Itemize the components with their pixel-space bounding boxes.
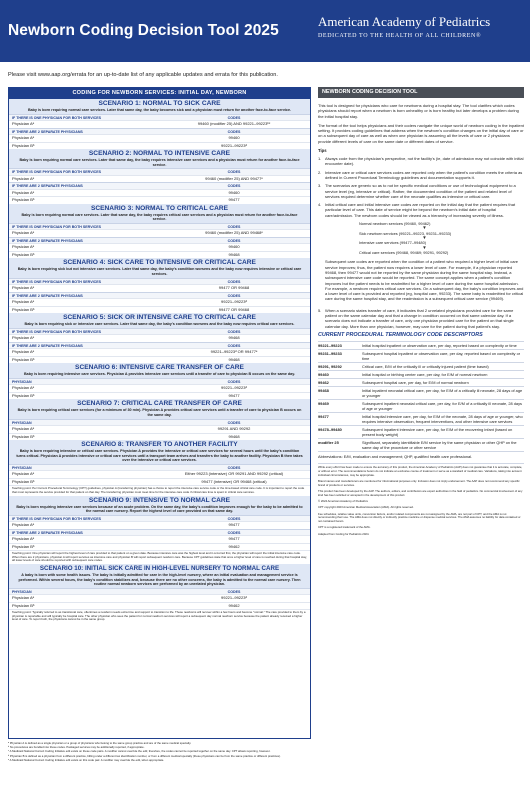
row-codes: 99460	[228, 244, 240, 250]
subheader-one-physician	[9, 515, 310, 522]
arrow-down-icon: ▼	[422, 225, 427, 231]
scenario-10	[9, 564, 310, 588]
legal-paragraph: Adapted from Coding for Pediatrics 2024.	[318, 531, 370, 536]
scenario-7	[9, 399, 310, 418]
footnote: ᶜ A Medicaid National Correct Coding Initiative edit exists on these code pairs. A modifier cannot override the edit; therefore, the codes cannot be reported together on the same day. CPT allows reporting, however.	[8, 749, 271, 754]
row-label: Physician Aᵃ	[12, 135, 35, 141]
hierarchy-level: Sick newborn services (99221–99223, 99231–99233)	[359, 230, 452, 236]
scenario-title: SCENARIO 4: SICK CARE TO INTENSIVE OR CRITICAL CARE	[63, 259, 256, 267]
row-label: Physician Bᵇ	[12, 142, 35, 148]
subheader-physician	[9, 419, 310, 426]
table-row	[9, 356, 310, 364]
row-label: Physician Bᵇ	[12, 602, 35, 608]
codes-header: CODES	[227, 420, 241, 425]
tip-number: 2.	[318, 169, 322, 175]
row-label: Physician Aᵃ	[12, 230, 35, 236]
cpt-desc: Subsequent inpatient neonatal critical care, per day, for E/M of a critically ill neonate, 28 days of age or younger	[362, 400, 522, 411]
row-codes: 99460 (modifier 25) AND 99468ᵉ	[205, 230, 263, 236]
row-label: Physician Aᵃ	[12, 299, 35, 305]
row-codes: 99221–99223ᵈ	[221, 142, 247, 148]
legal-paragraph: CPT copyright 2023 American Medical Association (AMA). All rights reserved.	[318, 505, 414, 510]
subheader-label: IF THERE IS ONE PHYSICIAN FOR BOTH SERVICES	[12, 516, 101, 521]
subheader-label: IF THERE ARE 2 SEPARATE PHYSICIANS	[12, 129, 83, 134]
subheader-physician	[9, 464, 310, 471]
cpt-code: 99221–99223	[318, 342, 342, 348]
org-name: American Academy of Pediatrics	[318, 14, 491, 29]
cpt-desc: Subsequent hospital inpatient or observation care, per day, reported based on complexity or time	[362, 350, 521, 361]
subheader-physician	[9, 378, 310, 385]
row-label: Physician Aᵃ	[12, 522, 35, 528]
teaching-point: Teaching point: Per Current Procedural Terminology (CPT) guidelines, physician A (transferring physician) has a choice to report the intensive care service code or the time-based critical care code. It is important to report the code that most represents the service provided for that patient on that day. The transferring physician must meet time for the intensive care code if critical care time is spent in critical care services.	[9, 485, 310, 495]
subheader-label: PHYSICIAN	[12, 379, 32, 384]
cpt-row	[318, 412, 524, 425]
subheader-one-physician	[9, 114, 310, 121]
row-label: Physician Bᵇ	[12, 306, 35, 312]
cpt-code: 99462	[318, 379, 329, 385]
legal-paragraph: CPT is a registered trademark of the AMA.	[318, 525, 371, 530]
hierarchy-level: Intensive care services (99477–99480)	[359, 240, 427, 246]
subheader-two-physicians	[9, 182, 310, 189]
codes-header: CODES	[227, 343, 241, 348]
scenario-description: Baby is born requiring normal care services. Later that same day, the baby becomes sick and a physician must return for another face-to-face service.	[27, 108, 292, 112]
cpt-desc: Subsequent inpatient intensive care, per day, for E/M of the recovering infant (based on present body weight)	[362, 426, 513, 437]
scenario-6	[9, 363, 310, 378]
footnote: ᵈ Physician B is defined as a physician from a different practice, billing under a different tax identification number, or from a different medical specialty (these physicians can be from the same practice or different practices).	[8, 753, 281, 758]
tip-number: 3.	[318, 183, 322, 189]
cpt-row	[318, 425, 524, 438]
codes-header: CODES	[227, 224, 241, 229]
errata-note: Please visit www.aap.org/errata for an up-to-date list of any applicable updates and errata for this publication.	[8, 72, 278, 78]
codes-header: CODES	[227, 170, 241, 175]
table-row	[9, 196, 310, 204]
cpt-row	[318, 438, 524, 451]
subheader-two-physicians	[9, 529, 310, 536]
footnote: ᵇ No procedures are bundled into these codes. Packaged services may be additionally reported, if appropriate.	[8, 745, 145, 750]
intro-paragraph: This tool is designed for physicians who care for newborns during a hospital stay. The tool clarifies which codes physicians should report when a newborn is born unhealthy or is born healthy but later develops a problem during the initial hospital stay.	[318, 103, 519, 119]
table-row	[9, 543, 310, 551]
table-row	[9, 175, 310, 183]
row-label: Physician Bᵇ	[12, 197, 35, 203]
scenario-description: Baby is born requiring normal care services. Later that same day, the baby requires critical care services and a physician must return for another face-to-face service.	[21, 212, 298, 222]
row-label: Physician Bᵇ	[12, 433, 35, 439]
subheader-physician	[9, 588, 310, 595]
row-label: Physician Aᵃ	[12, 189, 35, 195]
row-label: Physician Aᵃ	[12, 285, 35, 291]
cpt-desc: Critical care, E/M of the critically ill or critically injured patient (time based)	[362, 363, 489, 369]
row-label: Physician Aᵃ	[12, 121, 35, 127]
scenario-description: Baby is born requiring intensive or critical care services. Physician A provides the intensive or critical care services for several hours until the baby's condition turns critical. Physician A provides intensive or critical care services until a transport team arrives and transfers the baby to another facility. Physician B then takes over the intensive or critical care services.	[16, 449, 303, 463]
cpt-code: 99231–99233	[318, 350, 342, 356]
codes-header: CODES	[227, 184, 241, 189]
cpt-desc: Subsequent hospital care, per day, for E/M of normal newborn	[362, 379, 469, 385]
tip-item	[318, 202, 524, 305]
cpt-code: 99460	[318, 371, 329, 377]
row-codes: 99477	[228, 392, 240, 398]
cpt-code: 99468	[318, 387, 329, 393]
table-row	[9, 243, 310, 251]
table-row	[9, 142, 310, 150]
row-label: Physician Aᵃ	[12, 536, 35, 542]
codes-header: CODES	[227, 279, 241, 284]
codes-header: CODES	[227, 293, 241, 298]
table-row	[9, 306, 310, 314]
subheader-one-physician	[9, 278, 310, 285]
row-codes: 99477	[228, 522, 240, 528]
subheader-two-physicians	[9, 128, 310, 135]
subheader-label: IF THERE IS ONE PHYSICIAN FOR BOTH SERVICES	[12, 115, 101, 120]
legal-paragraph: While every effort has been made to ensure the accuracy of this product, the American Academy of Pediatrics (AAP) does not guarantee that it is accurate, complete, or without error. The recommendations herein do not indicate an exclusive course of treatment or serve as a standard of medical care. Variations, taking into account individual circumstances, may be appropriate.	[318, 464, 523, 477]
hierarchy-level: Critical care services (99468, 99469; 99291, 99292)	[359, 250, 449, 256]
row-codes: 99462	[228, 602, 240, 608]
tip-text: The scenarios are generic so as to not be specific medical conditions or use of technological equipment to a service level (eg, intensive or critical). Rather, the documented condition of the patient and related level of services required determine whether care of the neonate qualifies as intensive or critical care.	[325, 183, 516, 199]
cpt-desc: Initial hospital or birthing center care, per day, for E/M of normal newborn	[362, 371, 488, 377]
subheader-two-physicians	[9, 342, 310, 349]
table-row	[9, 120, 310, 128]
subheader-one-physician	[9, 328, 310, 335]
table-row	[9, 433, 310, 441]
teaching-point: Teaching point: Typically referred to as transitional care, oftentimes a newborn needs extra time and support to transition to life. These newborns will recover within a few hours and become "normal." The care provided to them by a physician is reportable and will typically be hospital care. The other physician who sees the patient for normal newborn services will report a subsequent day normal newborn service because the patient already received a higher level of care. To report both, the physicians cannot be in the same group.	[9, 609, 310, 623]
subheader-label: PHYSICIAN	[12, 465, 32, 470]
codes-header: CODES	[227, 465, 241, 470]
intro-paragraph: The format of the tool helps physicians and their coders navigate the unique world of newborn coding in the inpatient setting. It provides coding guidelines that address when the newborn's condition changes on the initial day of care or on a subsequent day of care as well as when one physician is assuming all the levels of care or 2 physicians provide different levels of care on the same date or different dates of service.	[318, 122, 524, 144]
codes-header: CODES	[227, 238, 241, 243]
row-label: Physician Bᵇ	[12, 356, 35, 362]
scenario-title: SCENARIO 7: CRITICAL CARE TRANSFER OF CARE	[77, 400, 242, 408]
coding-table	[8, 87, 311, 739]
scenario-5	[9, 313, 310, 328]
scenario-4	[9, 258, 310, 277]
row-label: Physician Aᵃ	[12, 349, 35, 355]
cpt-row	[318, 349, 524, 362]
codes-header: CODES	[227, 329, 241, 334]
page-title: Newborn Coding Decision Tool 2025	[8, 22, 279, 39]
table-row	[9, 189, 310, 197]
subheader-label: IF THERE ARE 2 SEPARATE PHYSICIANS	[12, 184, 83, 189]
table-row	[9, 521, 310, 529]
table-row	[9, 229, 310, 237]
scenario-title: SCENARIO 10: INITIAL SICK CARE IN HIGH-LEVEL NURSERY TO NORMAL CARE	[39, 564, 280, 572]
subheader-one-physician	[9, 168, 310, 175]
subheader-label: IF THERE IS ONE PHYSICIAN FOR BOTH SERVICES	[12, 170, 101, 175]
row-codes: 99468	[228, 335, 240, 341]
cpt-code: 99291, 99292	[318, 363, 342, 369]
cpt-heading: CURRENT PROCEDURAL TERMINOLOGY CODE DESCRIPTORS	[318, 331, 483, 338]
row-codes: 99221–99223ᵈ	[221, 299, 247, 305]
footnote: ᵃ Physician A is defined as a single physician or a group of physicians who belong to the same group practice and are of the same medical specialty.	[8, 741, 192, 745]
subheader-label: IF THERE IS ONE PHYSICIAN FOR BOTH SERVICES	[12, 279, 101, 284]
tip-number: 1.	[318, 156, 322, 162]
abbreviations: Abbreviations: E/M, evaluation and management; QHP, qualified health care professional.	[318, 451, 524, 459]
table-row	[9, 478, 310, 486]
tip-text: Initial critical care and initial intensive care codes are reported on the initial day that the patient requires that particular level of care. This date of service might be beyond the newborn's initial date of hospital care/admission. The newborn codes should be viewed as a hierarchy of increasing severity of illness.	[325, 202, 516, 218]
row-codes: 99221–99223ᵈ	[221, 385, 247, 391]
tips-heading: Tips	[318, 148, 327, 154]
row-label: Physician Aᵃ	[12, 385, 35, 391]
row-codes: 99462	[228, 543, 240, 549]
row-codes: 99221–99223ᵈ	[221, 595, 247, 601]
scenario-3	[9, 204, 310, 223]
tip-number: 4.	[318, 202, 322, 208]
legal-paragraph: Brand names and manufacturers are mentioned for informational purposes only. Inclusion does not imply endorsement. The AAP does not recommend any specific brand of products or services.	[318, 478, 520, 487]
scenario-description: Baby is born requiring intensive care services because of an acute problem. On the same day, the baby's condition improves enough for the baby to be admitted to the normal care nursery. Report the highest level of care provided on that same day.	[16, 504, 303, 514]
row-label: Physician Aᵃ	[12, 335, 35, 341]
scenario-2	[9, 149, 310, 168]
row-codes: 99460 (modifier 25) AND 99221–99223ᵇᶜ	[197, 121, 271, 127]
codes-header: CODES	[227, 530, 241, 535]
subheader-label: IF THERE ARE 2 SEPARATE PHYSICIANS	[12, 343, 83, 348]
subheader-label: IF THERE ARE 2 SEPARATE PHYSICIANS	[12, 293, 83, 298]
subheader-label: IF THERE IS ONE PHYSICIAN FOR BOTH SERVICES	[12, 224, 101, 229]
row-codes: 99460	[228, 135, 240, 141]
codes-header: CODES	[227, 115, 241, 120]
scenario-title: SCENARIO 5: SICK OR INTENSIVE CARE TO CRITICAL CARE	[63, 314, 256, 322]
table-row	[9, 392, 310, 400]
scenario-title: SCENARIO 6: INTENSIVE CARE TRANSFER OF CARE	[75, 364, 244, 372]
cpt-row	[318, 378, 524, 386]
cpt-desc: Initial hospital inpatient or observation care, per day, reported based on complexity or time	[362, 342, 517, 348]
scenario-description: A baby is born with some health issues. The baby is initially admitted for care in the high-level nursery, where an initial evaluation and management service is performed. Within several hours, the baby's condition stabilizes and, because there are no other concerns, the baby is admitted to the normal care nursery. Then routine normal newborn services are performed by an unrelated physician.	[18, 572, 301, 587]
tip-item	[318, 156, 524, 167]
scenario-9	[9, 496, 310, 515]
cpt-code: 99478–99480	[318, 426, 342, 432]
table-row	[9, 535, 310, 543]
scenario-1	[9, 99, 310, 114]
legal-paragraph: Fee schedules, relative value units, conversion factors, and/or related components are not assigned by the AMA, are not part of CPT, and the AMA is not recommending their use. The AMA does not directly or indirectly practice medicine or dispense medical services. The AMA assumes no liability for data contained or not contained herein.	[318, 511, 521, 524]
scenario-8	[9, 440, 310, 464]
header-banner	[0, 0, 530, 62]
hierarchy-level: Normal newborn services (99460, 99462)	[359, 221, 431, 227]
subheader-label: PHYSICIAN	[12, 589, 32, 594]
table-row	[9, 594, 310, 602]
org-tagline: DEDICATED TO THE HEALTH OF ALL CHILDREN®	[318, 33, 482, 39]
row-codes: 99460 (modifier 25) AND 99477ᵉ	[205, 175, 263, 181]
tip-text: Subsequent care codes are reported when the condition of a patient who required a higher level of initial care service improves; thus, the patient now requires a lower level of care. For example, if a physician reported 99468, then 99477 would not be reported by the same physician during the same hospital stay. Instead, a subsequent intensive care code would be reported. The same concept applies when a patient's condition improves but the patient needs to be readmitted for a higher level of care during the same hospital admission. For example, a newborn requires critical care services. On a subsequent day, the baby's condition improves and a lower level of care is provided and reported (eg, hospital care, 99233). The same baby is readmitted for critical care during the same hospital stay, and the readmission is a subsequent critical care service (99469).	[325, 259, 524, 302]
table-row	[9, 334, 310, 342]
table-row	[9, 284, 310, 292]
footnotes	[8, 741, 311, 762]
subheader-label: IF THERE ARE 2 SEPARATE PHYSICIANS	[12, 530, 83, 535]
codes-header: CODES	[227, 379, 241, 384]
cpt-row	[318, 341, 524, 349]
codes-header: CODES	[227, 129, 241, 134]
tip-text: Always code from the physician's perspective, not the facility's (ie, date of admission may not coincide with initial encounter date).	[325, 156, 524, 167]
arrow-down-icon: ▼	[422, 244, 427, 250]
subheader-two-physicians	[9, 292, 310, 299]
subheader-label: PHYSICIAN	[12, 420, 32, 425]
row-codes: 99468	[228, 251, 240, 257]
row-codes: 99460	[228, 189, 240, 195]
coding-table-heading: CODING FOR NEWBORN SERVICES: INITIAL DAY, NEWBORN	[9, 88, 310, 99]
footnote: ᵉ A Medicaid National Correct Coding Initiative edit exists on this code pair. A modifier may override the edit, when appropriate.	[8, 757, 165, 762]
row-codes: Either 99223 (intensive) OR 99291 AND 99292 (critical)	[184, 471, 284, 477]
cpt-row	[318, 399, 524, 412]
scenario-description: Baby is born requiring sick but not intensive care services. Later that same day, the baby's condition worsens and the baby now requires intensive or critical care services.	[17, 267, 302, 277]
scenario-description: Baby is born requiring sick or intensive care services. Later that same day, the baby's condition worsens and the baby now requires critical care services.	[24, 322, 295, 327]
codes-header: CODES	[227, 516, 241, 521]
legal-footer	[318, 463, 524, 537]
table-row	[9, 298, 310, 306]
row-codes: 99221–99223ᵈ OR 99477ᵉ	[210, 349, 258, 355]
table-row	[9, 134, 310, 142]
cpt-code: 99469	[318, 400, 329, 406]
row-label: Physician Aᵃ	[12, 175, 35, 181]
row-codes: 99477 OR 99468	[218, 285, 250, 291]
cpt-row	[318, 362, 524, 370]
codes-header: CODES	[227, 589, 241, 594]
scenario-title: SCENARIO 8: TRANSFER TO ANOTHER FACILITY	[81, 441, 238, 449]
tip-text: When a scenario states transfer of care, it indicates that 2 unrelated physicians provided care for the same patient on the same calendar day and that a change in condition occurred on that same calendar day. If a scenario does not indicate a transfer of care, only one physician provided care for the patient on that single calendar day. More than one physician, however, may care for the patient during that patient's stay.	[325, 307, 514, 329]
scenario-description: Baby is born requiring critical care services (for a minimum of 30 min). Physician A provides critical care services until a transfer of care to physician B occurs on the same day.	[17, 408, 302, 417]
tip-item	[318, 183, 524, 199]
tool-info-heading: NEWBORN CODING DECISION TOOL	[318, 87, 524, 98]
row-codes: 99468	[228, 433, 240, 439]
intro-text	[318, 103, 524, 144]
subheader-one-physician	[9, 223, 310, 230]
cpt-desc: Initial inpatient neonatal critical care, per day, for E/M of a critically ill neonate, 28 days of age or younger	[362, 387, 523, 398]
scenario-title: SCENARIO 9: INTENSIVE TO NORMAL CARE	[88, 496, 231, 504]
cpt-desc: Initial hospital intensive care, per day, for E/M of the neonate, 28 days of age or younger, who requires intensive observation, frequent interventions, and other intensive care services	[362, 413, 523, 424]
table-row	[9, 384, 310, 392]
cpt-code: 99477	[318, 413, 329, 419]
care-hierarchy	[325, 221, 524, 255]
row-codes: 99477	[228, 197, 240, 203]
row-codes: 99477	[228, 536, 240, 542]
table-row	[9, 470, 310, 478]
row-label: Physician Bᵇ	[12, 543, 35, 549]
cpt-code: modifier 25	[318, 439, 339, 445]
tool-info-panel	[318, 87, 524, 807]
tip-number: 5.	[318, 307, 322, 313]
row-label: Physician Bᵇ	[12, 251, 35, 257]
subheader-label: IF THERE ARE 2 SEPARATE PHYSICIANS	[12, 238, 83, 243]
scenario-description: Baby is born requiring normal care services. Later that same day, the baby requires intensive care services and a physician must return for another face-to-face service.	[19, 158, 300, 167]
scenario-title: SCENARIO 1: NORMAL TO SICK CARE	[98, 100, 221, 107]
scenario-title: SCENARIO 3: NORMAL TO CRITICAL CARE	[90, 204, 228, 212]
legal-paragraph: This product has been developed by the AAP. The authors, editors, and contributors are expert authorities in the field of pediatrics. No commercial involvement of any kind has been solicited or accepted in the development of this product.	[318, 488, 523, 497]
row-label: Physician Aᵃ	[12, 244, 35, 250]
row-label: Physician Aᵃ	[12, 471, 35, 477]
table-row	[9, 602, 310, 610]
teaching-point: Teaching point: One physician will report the highest level of care provided to that patient on a given date. Because intensive care was the highest level and it occurred first, the physician will report the initial intensive care code. When there are 2 physicians, physician A will report services as intensive care and physician B will report subsequent newborn care. Because CPT guidelines state that once a higher level of care is reached during that hospital stay, all lower levels of care should be reported with subsequent care codes.	[9, 550, 310, 564]
tip-text: Intensive care or critical care services codes are reported only when the patient's condition meets the criteria as defined in Current Procedural Terminology guidelines and documentation supports it.	[325, 169, 523, 180]
row-label: Physician Aᵃ	[12, 426, 35, 432]
table-row	[9, 348, 310, 356]
subheader-label: IF THERE IS ONE PHYSICIAN FOR BOTH SERVICES	[12, 329, 101, 334]
tip-item	[318, 170, 524, 181]
table-row	[9, 425, 310, 433]
cpt-desc: Significant, separately identifiable E/M service by the same physician or other QHP on the same day of the procedure or other service	[362, 439, 517, 450]
row-codes: 99477 (intensive) OR 99468 (critical)	[201, 478, 267, 484]
arrow-down-icon: ▼	[422, 234, 427, 240]
scenario-description: Baby is born requiring intensive care services. Physician A provides intensive care services until a transfer of care to physician B occurs on the same day.	[24, 372, 295, 377]
tip-item	[318, 308, 524, 329]
row-label: Physician Aᵃ	[12, 595, 35, 601]
row-codes: 99477 OR 99468	[218, 306, 250, 312]
cpt-row	[318, 386, 524, 399]
row-label: Physician Bᵇ	[12, 392, 35, 398]
row-label: Physician Bᵇ	[12, 478, 35, 484]
cpt-row	[318, 370, 524, 378]
row-codes: 99291 AND 99292	[217, 426, 251, 432]
scenario-title: SCENARIO 2: NORMAL TO INTENSIVE CARE	[88, 150, 231, 158]
row-codes: 99468	[228, 356, 240, 362]
tip-text-block	[325, 202, 524, 305]
subheader-two-physicians	[9, 237, 310, 244]
legal-paragraph: © 2024 American Academy of Pediatrics	[318, 499, 368, 503]
table-row	[9, 251, 310, 259]
